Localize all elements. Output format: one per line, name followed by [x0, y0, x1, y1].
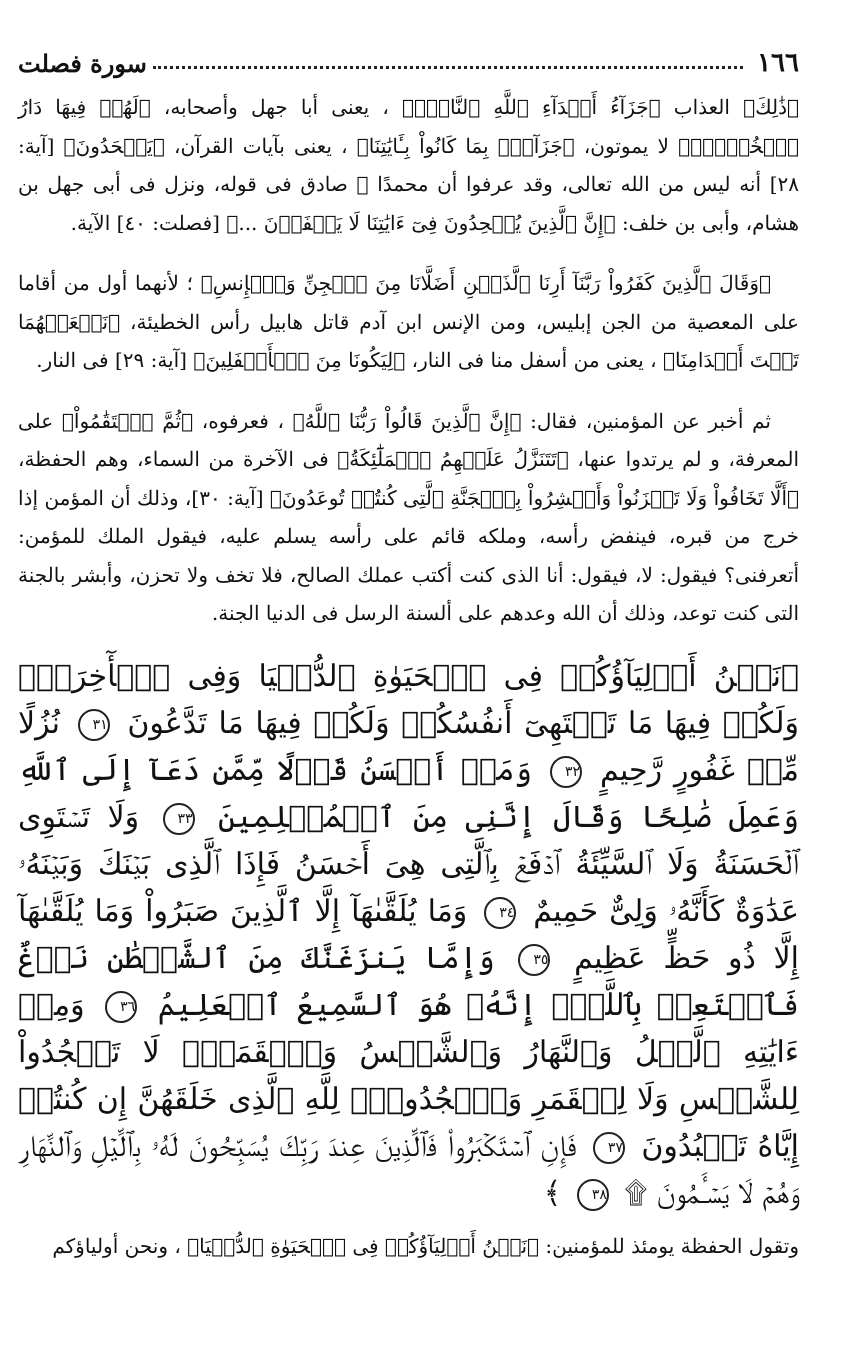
verse-text: وَمِنۡ ءَايَٰتِهِ ٱلَّيۡلُ وَٱلنَّهَارُ وَٱلشَّمۡسُ وَٱلۡقَمَرُۚ لَا تَسۡجُدُواْ لِلشَّمۡسِ وَلَا لِلۡقَمَرِ وَٱسۡجُدُواْۤ لِلَّهِ ٱلَّذِى خَلَقَهُنَّ إِن كُنتُمۡ إِيَّاهُ تَعۡبُدُونَ — [18, 987, 800, 1164]
ayah-number-marker: ٣٨ — [577, 1179, 609, 1211]
verse-text: فَإِنِ ٱسۡتَكۡبَرُواْ فَٱلَّذِينَ عِندَ رَبِّكَ يُسَبِّحُونَ لَهُۥ بِٱلَّيۡلِ وَٱلنَّهَارِ وَهُمۡ لَا يَسۡـَٔمُونَ ۩ — [18, 1128, 799, 1211]
ayah-number-marker: ٣٣ — [163, 803, 195, 835]
surah-title: سورة فصلت — [18, 49, 147, 78]
verse-text: وَإِمَّا يَنزَغَنَّكَ مِنَ ٱلشَّيۡطَٰنِ نَزۡغٌ فَٱسۡتَعِذۡ بِٱللَّهِۖ إِنَّهُۥ هُوَ ٱلسَّمِيعُ ٱلۡعَلِيمُ — [18, 940, 799, 1023]
verse-close-bracket: ﴾ — [543, 1175, 562, 1211]
header-dotted-leader — [153, 66, 743, 69]
verse-text: ﴿نَحۡنُ أَوۡلِيَآؤُكُمۡ فِى ٱلۡحَيَوٰةِ ٱلدُّنۡيَا وَفِى ٱلۡأٓخِرَةِۖ وَلَكُمۡ فِيهَا مَا تَشۡتَهِىٓ أَنفُسُكُمۡ وَلَكُمۡ فِيهَا مَا تَدَّعُونَ — [18, 658, 799, 741]
verse-text: وَمَنۡ أَحۡسَنُ قَوۡلًا مِّمَّن دَعَآ إِلَى ٱللَّهِ وَعَمِلَ صَٰلِحًا وَقَالَ إِنَّنِى مِنَ ٱلۡمُسۡلِمِينَ — [18, 752, 799, 835]
page-body — [18, 88, 799, 1265]
verse-text: نُزُلًا مِّنۡ غَفُورٍ رَّحِيمٍ — [18, 705, 799, 788]
page-header — [18, 38, 799, 79]
paragraph-1: ﴿ذَٰلِكَ﴾ العذاب ﴿جَزَآءُ أَعۡدَآءِ ٱللَّهِ ٱلنَّارُۖ﴾ ، يعنى أبا جهل وأصحابه، ﴿لَهُمۡ فِيهَا دَارُ ٱلۡخُلۡدِۖ﴾ لا يموتون، ﴿جَزَآءَۢ بِمَا كَانُواْ بِـَٔايَٰتِنَا﴾ ، يعنى بآيات القرآن، ﴿يَجۡحَدُونَ﴾ [آية: ٢٨] أنه ليس من الله تعالى، وقد عرفوا أن محمدًا ﷺ صادق فى قوله، ونزل فى أبى جهل بن هشام، وأبى بن خلف: ﴿إِنَّ ٱلَّذِينَ يُلۡحِدُونَ فِىٓ ءَايَٰتِنَا لَا يَخۡفَوۡنَ ...﴾ [فصلت: ٤٠] الآية. — [18, 95, 799, 235]
quran-verses-block — [18, 653, 799, 1217]
paragraph-2: ﴿وَقَالَ ٱلَّذِينَ كَفَرُواْ رَبَّنَآ أَرِنَا ٱلَّذَيۡنِ أَضَلَّانَا مِنَ ٱلۡجِنِّ وَٱلۡإِنسِ﴾ ؛ لأنهما أول من أقاما على المعصية من الجن إبليس، ومن الإنس ابن آدم قاتل هابيل رأس الخطيئة، ﴿نَجۡعَلۡهُمَا تَحۡتَ أَقۡدَامِنَا﴾ ، يعنى من أسفل منا فى النار، ﴿لِيَكُونَا مِنَ ٱلۡأَسۡفَلِينَ﴾ [آية: ٢٩] فى النار. — [18, 271, 799, 372]
ayah-number-marker: ٣٢ — [550, 756, 582, 788]
ayah-number-marker: ٣٦ — [105, 991, 137, 1023]
verse-text: وَلَا تَسۡتَوِى ٱلۡحَسَنَةُ وَلَا ٱلسَّيِّئَةُ ٱدۡفَعۡ بِٱلَّتِى هِىَ أَحۡسَنُ فَإِذَا ٱلَّذِى بَيۡنَكَ وَبَيۡنَهُۥ عَدَٰوَةٌ كَأَنَّهُۥ وَلِىٌّ حَمِيمٌ — [18, 799, 799, 929]
ayah-number-marker: ٣١ — [78, 709, 110, 741]
quran-verses — [18, 653, 799, 1217]
closing-line: وتقول الحفظة يومئذ للمؤمنين: ﴿نَحۡنُ أَوۡلِيَآؤُكُمۡ فِى ٱلۡحَيَوٰةِ ٱلدُّنۡيَا﴾ ، ونحن أولياؤكم — [52, 1233, 799, 1258]
ayah-number-marker: ٣٤ — [484, 897, 516, 929]
page-number: ١٦٦ — [757, 48, 799, 78]
verse-text: وَمَا يُلَقَّىٰهَآ إِلَّا ٱلَّذِينَ صَبَرُواْ وَمَا يُلَقَّىٰهَآ إِلَّا ذُو حَظٍّ عَظِيمٍ — [18, 893, 799, 976]
paragraph-3: ثم أخبر عن المؤمنين، فقال: ﴿إِنَّ ٱلَّذِينَ قَالُواْ رَبُّنَا ٱللَّهُ﴾ ، فعرفوه، ﴿ثُمَّ ٱسۡتَقَٰمُواْ﴾ على المعرفة، و لم يرتدوا عنها، ﴿تَتَنَزَّلُ عَلَيۡهِمُ ٱلۡمَلَٰٓئِكَةُ﴾ فى الآخرة من السماء، وهم الحفظة، ﴿أَلَّا تَخَافُواْ وَلَا تَحۡزَنُواْ وَأَبۡشِرُواْ بِٱلۡجَنَّةِ ٱلَّتِى كُنتُمۡ تُوعَدُونَ﴾ [آية: ٣٠]، وذلك أن المؤمن إذا خرج من قبره، فينفض رأسه، وملكه قائم على رأسه يسلم عليه، فيقول الملك للمؤمن: أتعرفنى؟ فيقول: لا، فيقول: أنا الذى كنت أكتب عملك الصالح، فلا تخف ولا تحزن، وأبشر بالجنة التى كنت توعد، وذلك أن الله وعدهم على ألسنة الرسل فى الدنيا الجنة. — [18, 408, 799, 625]
ayah-number-marker: ٣٧ — [593, 1132, 625, 1164]
ayah-number-marker: ٣٥ — [518, 944, 550, 976]
